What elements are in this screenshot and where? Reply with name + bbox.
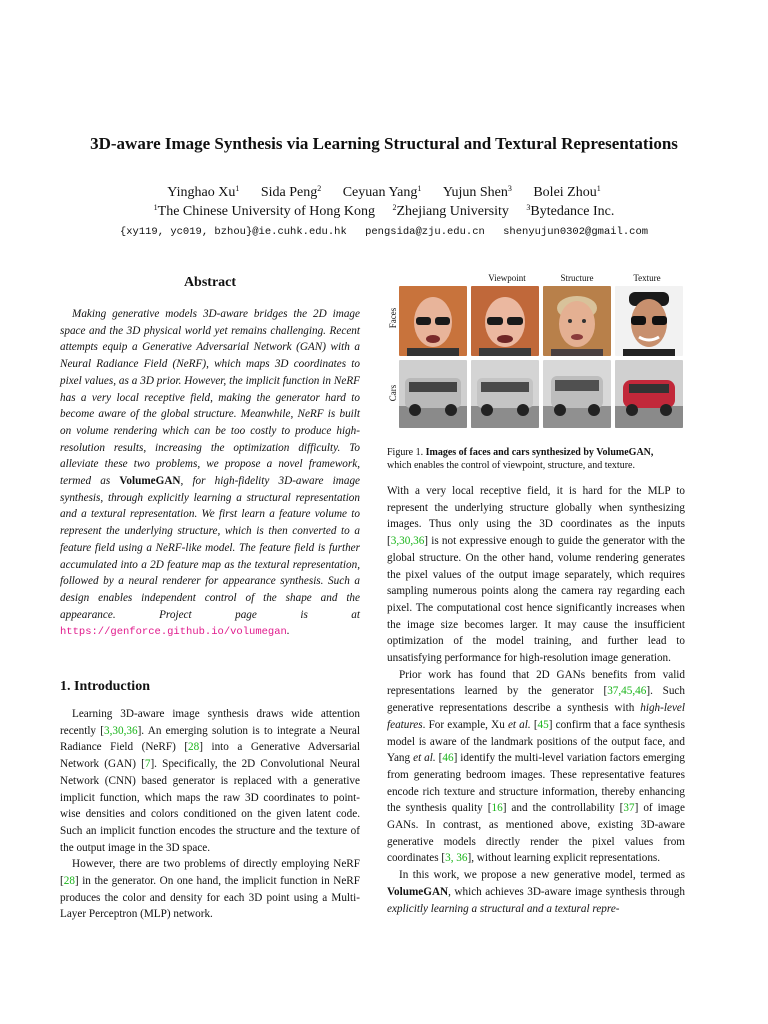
face-image (615, 286, 683, 356)
author: Ceyuan Yang$^1$ (342, 184, 422, 200)
author: Sida Peng$^2$ (260, 184, 322, 200)
face-image (471, 286, 539, 356)
introduction-body (60, 706, 360, 923)
paragraph: In this work, we propose a new generative model, termed as VolumeGAN, which achieves 3D-aware image synthesis through explicitly learning a structural and a textural repre- (387, 869, 685, 915)
affiliation: $^1$The Chinese University of Hong Kong (153, 203, 375, 219)
car-image (471, 360, 539, 428)
email: pengsida@zju.edu.cn (365, 226, 485, 238)
car-image (615, 360, 683, 428)
citation-link[interactable]: 7 (144, 758, 151, 771)
row-label-faces: Faces (388, 307, 398, 329)
author: Bolei Zhou$^1$ (533, 184, 601, 200)
citation-link[interactable]: 46 (442, 752, 454, 765)
citation-link[interactable]: 28 (63, 875, 75, 888)
figure-1 (387, 273, 685, 443)
section-heading-introduction: 1. Introduction (60, 679, 150, 694)
abstract-body: Making generative models 3D-aware bridges the 2D image space and the 3D physical world yet remains challenging. Recent attempts equip a Generative Adversarial Network (GAN) with a Neural Radiance Field (NeRF), which maps 3D coordinates to pixel values, as a 3D prior. However, the implicit function in NeRF has a very local receptive field, making the generator hard to become aware of the global structure. Meanwhile, NeRF is built on volume rendering which can be too costly to produce high-resolution results, increasing the optimization difficulty. To alleviate these two problems, we propose a novel framework, termed as VolumeGAN, for high-fidelity 3D-aware image synthesis, through explicitly learning a structural representation and a textural representation. We first learn a feature volume to represent the underlying structure, which is then converted to a feature field using a NeRF-like model. The feature field is further accumulated into a 2D feature map as the textural representation, followed by a neural renderer for appearance synthesis. Such a design enables independent control of the shape and the appearance. Project page is at https://genforce.github.io/volumegan. (60, 308, 360, 639)
abstract-heading: Abstract (183, 275, 237, 290)
citation-link[interactable]: 3,30,36 (104, 724, 138, 737)
row-label-cars: Cars (388, 384, 398, 402)
citation-link[interactable]: 3,30,36 (390, 535, 425, 548)
citation-link[interactable]: 45 (537, 718, 549, 731)
affiliation: $^2$Zhejiang University (392, 203, 509, 219)
paragraph: Prior work has found that 2D GANs benefits from valid representations learned by the generator [37,45,46]. Such generative representations describe a synthesis with high-level features. For example, Xu et al. [45] confirm that a face synthesis model is aware of the landmark positions of the output face, and Yang et al. [46] identify the multi-level variation factors emerging from generating bedroom images. These representative features encode rich texture and structure information, thereby enhancing the synthesis quality [16] and the controllability [37] of image GANs. In contrast, as mentioned above, existing 3D-aware generative models directly render the pixel values from coordinates [3, 36], without learning explicit representations. (387, 668, 686, 865)
face-image (399, 286, 467, 356)
email-list (0, 226, 768, 238)
citation-link[interactable]: 3, 36 (445, 852, 468, 865)
car-image (399, 360, 467, 428)
face-image (543, 286, 611, 356)
right-column-body (387, 483, 685, 917)
paragraph: Learning 3D-aware image synthesis draws wide attention recently [3,30,36]. An emerging solution is to integrate a Neural Radiance Field (NeRF) [28] into a Generative Adversarial Network (GAN) [7]. Specifically, the 2D Convolutional Neural Network (CNN) based generator is replaced with a generative implicit function, which maps the raw 3D coordinates to point-wise densities and colors conditioned on the given latent code. Such an implicit function encodes the structure and the texture of the output image in the 3D space. (60, 708, 360, 854)
column-label-texture: Texture (633, 273, 661, 283)
author: Yinghao Xu$^1$ (167, 184, 240, 200)
author: Yujun Shen$^3$ (442, 184, 512, 200)
paragraph: With a very local receptive field, it is hard for the MLP to represent the underlying structure globally when synthesizing images. Thus only using the 3D coordinates as the inputs [3,30,36] is not expressive enough to guide the generator with the global structure. On the other hand, volume rendering generates the pixel values of the output image separately, which requires sampling numerous points along the camera ray regarding each pixel. The computational cost hence significantly increases when the image size becomes larger. It may cause the insufficient optimization of the model training, and further lead to unsatisfying performance for high-resolution image generation. (387, 485, 685, 665)
citation-link[interactable]: 37,45,46 (607, 685, 647, 698)
car-image (543, 360, 611, 428)
affiliation-list (0, 203, 768, 220)
author-list (0, 184, 768, 201)
citation-link[interactable]: 28 (188, 741, 200, 754)
email: {xy119, yc019, bzhou}@ie.cuhk.edu.hk (119, 226, 347, 238)
paper-title: 3D-aware Image Synthesis via Learning Structural and Textural Representations (90, 134, 678, 153)
paragraph: However, there are two problems of directly employing NeRF [28] in the generator. On one hand, the implicit function in NeRF produces the color and density for each 3D point using a Multi-Layer Perceptron (MLP) network. (60, 858, 360, 921)
email: shenyujun0302@gmail.com (503, 226, 649, 238)
project-page-link[interactable]: https://genforce.github.io/volumegan (60, 626, 287, 639)
citation-link[interactable]: 37 (623, 802, 635, 815)
citation-link[interactable]: 16 (491, 802, 503, 815)
figure-caption: Figure 1. Images of faces and cars synthesized by VolumeGAN, which enables the control of viewpoint, structure, and texture. (387, 447, 654, 471)
column-label-viewpoint: Viewpoint (488, 273, 526, 283)
affiliation: $^3$Bytedance Inc. (526, 203, 615, 219)
column-label-structure: Structure (560, 273, 594, 283)
